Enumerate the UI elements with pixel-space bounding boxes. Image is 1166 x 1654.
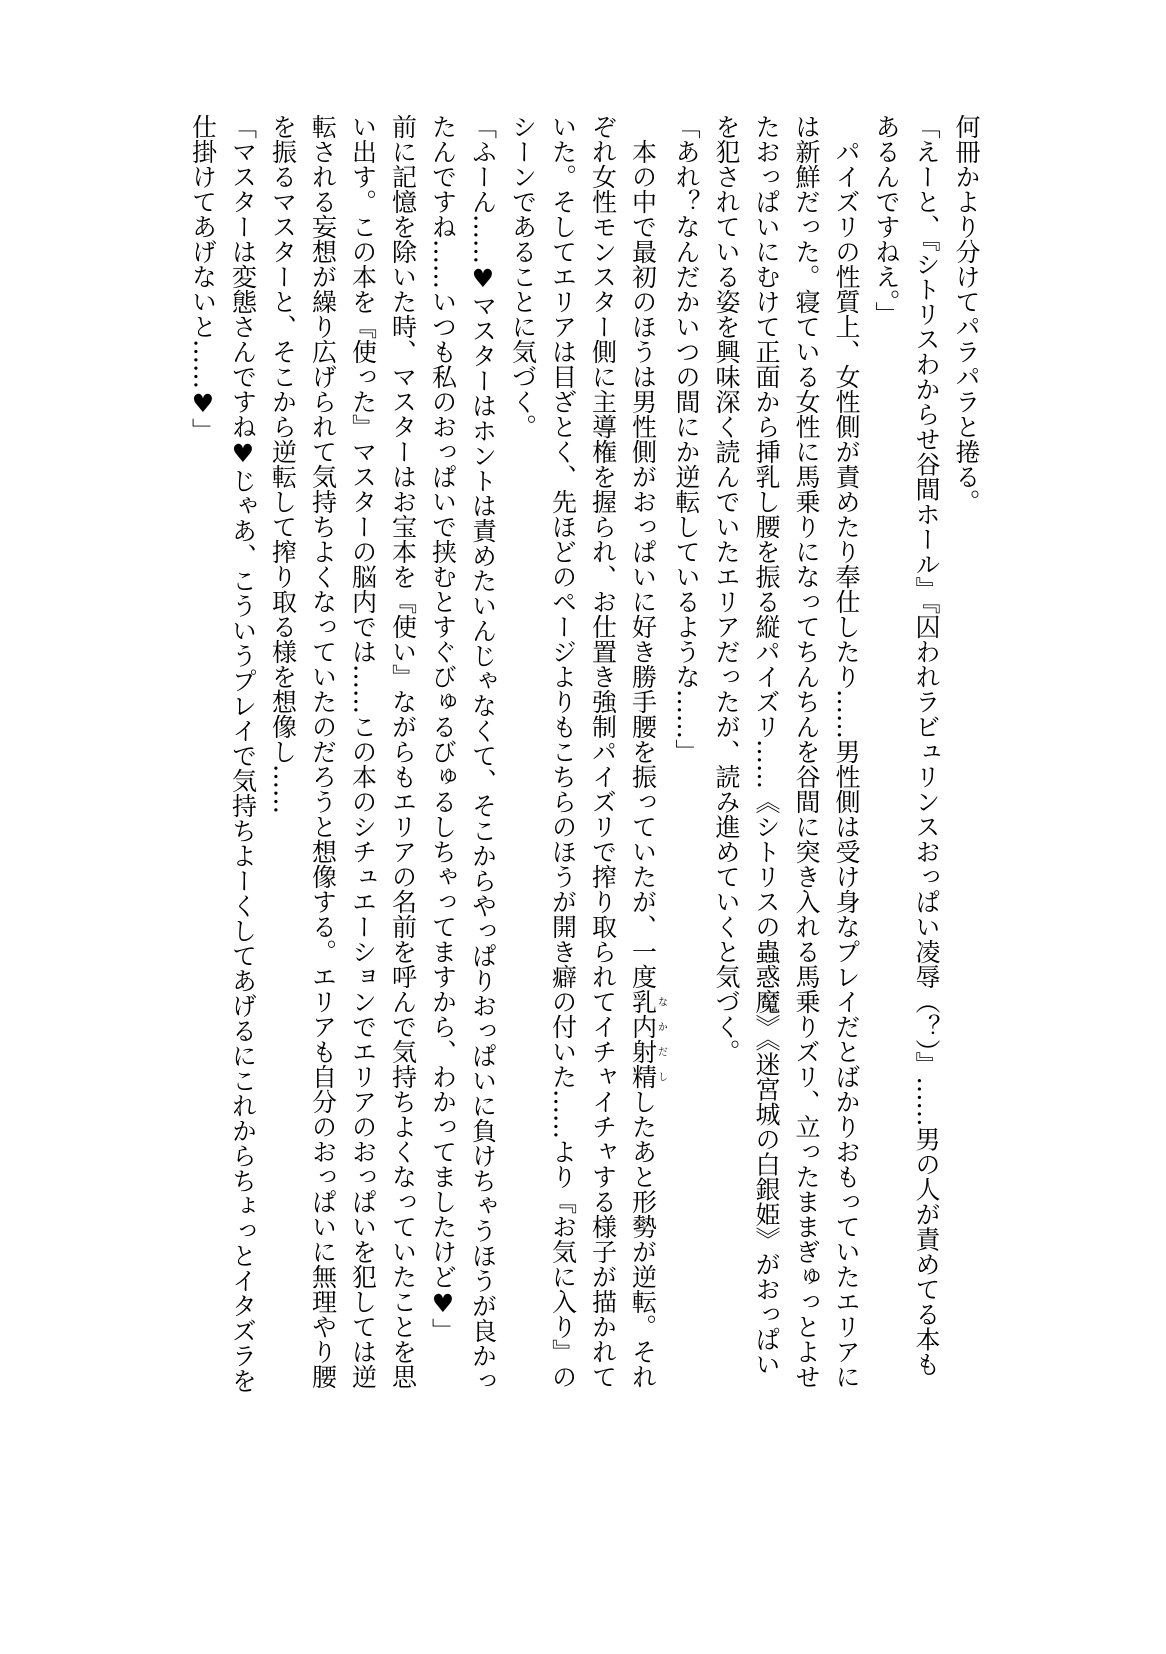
- ruby-base: 乳内射精: [628, 989, 658, 1089]
- ruby-text: なかだし: [655, 989, 667, 1089]
- paragraph: 前に記憶を除いた時、マスターはお宝本を『使い』ながらもエリアの名前を呼んで気持ちよくなっていたことを思い出す。この本を『使った』マスターの脳内では……この本のシチュエーションでエリアのおっぱいを犯しては逆転される妄想が繰り広げられて気持ちよくなっていたのだろうと想像する。エリアも自分のおっぱいに無理やり腰を振るマスターと、そこから逆転して搾り取る様を想像し……: [268, 114, 418, 1389]
- text-segment: したあと形勢が逆転。それぞれ女性モンスター側に主導権を握られ、お仕置き強制パイズリで搾り取られてイチャイチャする様子が描かれていた。そしてエリアは目ざとく、先ほどのページよりもこちらのほうが開き癖の付いた……より『お気に入り』のシーンであることに気づく。: [508, 114, 658, 1389]
- dialogue-paragraph: 「あれ？なんだかいつの間にか逆転しているような……」: [672, 114, 701, 764]
- paragraph-with-ruby: [503, 114, 667, 1394]
- text-segment: 本の中で最初のほうは男性側がおっぱいに好き勝手腰を振っていたが、一度: [628, 114, 658, 989]
- ruby-annotation: [628, 989, 667, 1089]
- vertical-text-body: [176, 114, 986, 1394]
- paragraph: 何冊かより分けてパラパラと捲る。: [952, 114, 981, 514]
- dialogue-paragraph: 「ふーん……♥マスターはホントは責めたいんじゃなくて、そこからやっぱりおっぱいに負けちゃうほうが良かったんですね……いつも私のおっぱいで挟むとすぐびゅるびゅるしちゃってますから、わかってましたけど♥」: [428, 114, 498, 1393]
- dialogue-paragraph: 「えーと、『シトリスわからせ谷間ホール』『囚われラビュリンスおっぱい凌辱（？）』……男の人が責めてる本もあるんですねえ。」: [872, 114, 941, 1377]
- dialogue-paragraph: 「マスターは変態さんですね♥じゃあ、こういうプレイで気持ちよーくしてあげるにこれからちょっとイタズラを仕掛けてあげないと……♥」: [188, 114, 258, 1393]
- paragraph: パイズリの性質上、女性側が責めたり奉仕したり……男性側は受け身なプレイだとばかりおもっていたエリアには新鮮だった。寝ている女性に馬乗りになってちんちんを谷間に突き入れる馬乗りズリ、立ったままぎゅっとよせたおっぱいにむけて正面から挿乳し腰を振る縦パイズリ……《シトリスの蟲惑魔》《迷宮城の白銀姫》がおっぱいを犯されている姿を興味深く読んでいたエリアだったが、読み進めていくと気づく。: [712, 114, 861, 1389]
